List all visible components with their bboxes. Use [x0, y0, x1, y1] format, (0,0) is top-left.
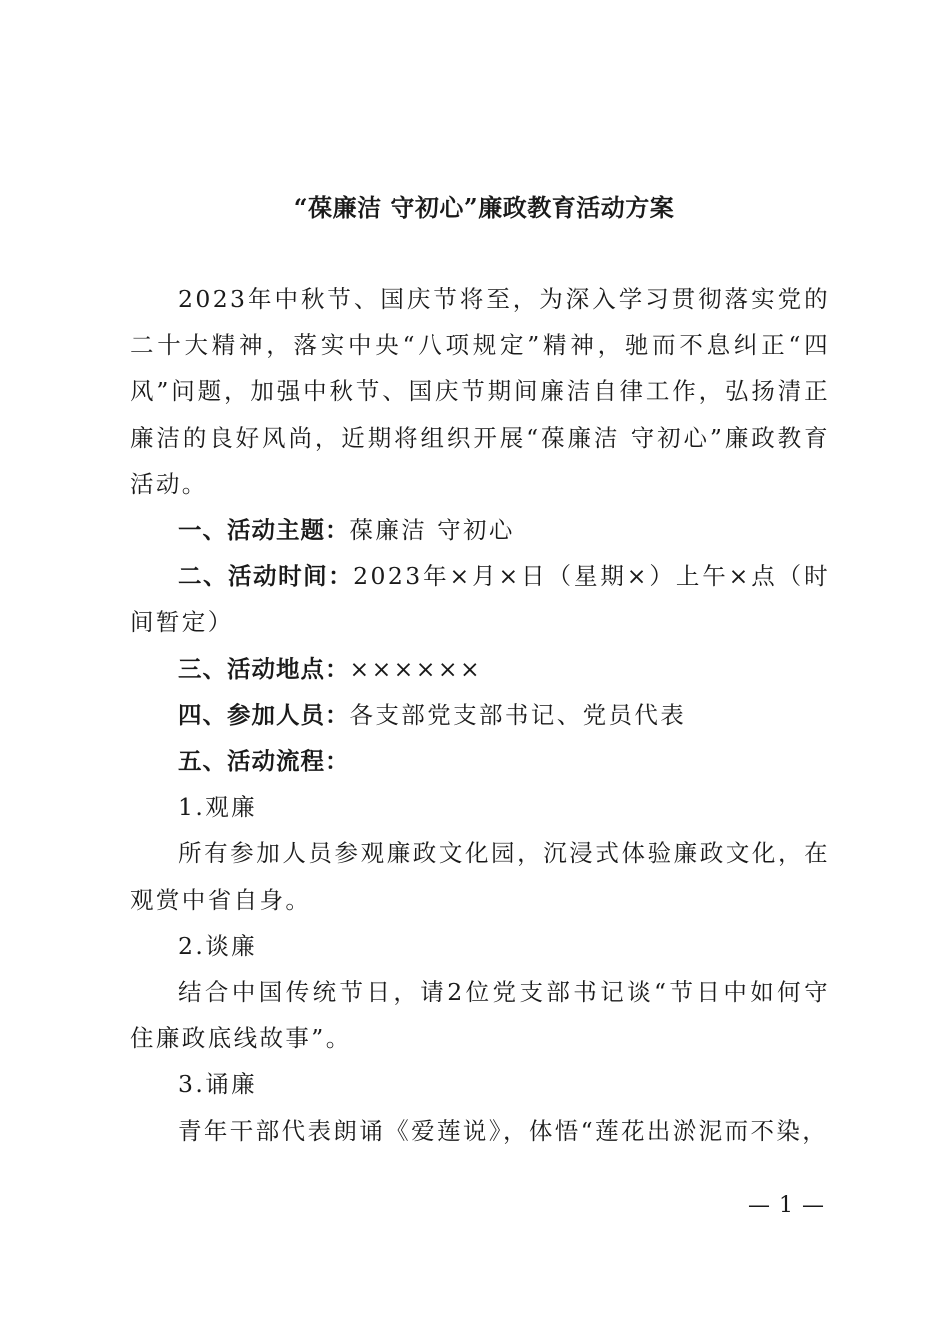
- step-text: 青年干部代表朗诵《爱莲说》，体悟“莲花出淤泥而不染，: [178, 1116, 829, 1145]
- step-label: 2.谈廉: [178, 931, 258, 960]
- section-theme: [130, 507, 830, 553]
- page-number: — 1 —: [748, 1193, 825, 1218]
- section-heading: 四、参加人员：: [178, 700, 350, 729]
- step-label: 1.观廉: [178, 793, 258, 822]
- section-heading: 一、活动主题：: [178, 516, 350, 545]
- section-heading: 五、活动流程：: [178, 747, 350, 776]
- section-process: [130, 738, 830, 784]
- step-label: 3.诵廉: [178, 1070, 258, 1099]
- section-heading: 三、活动地点：: [178, 654, 350, 683]
- section-heading: 二、活动时间：: [178, 562, 354, 591]
- step-text: 结合中国传统节日，请2位党支部书记谈“节日中如何守住廉政底线故事”。: [130, 978, 830, 1053]
- section-text: 各支部党支部书记、党员代表: [349, 700, 687, 729]
- section-text: 2023年×月×日（星期×）上午×点（时间暂定）: [130, 562, 831, 637]
- intro-paragraph: 2023年中秋节、国庆节将至，为深入学习贯彻落实党的二十大精神，落实中央“八项规定”精神，驰而不息纠正“四风”问题，加强中秋节、国庆节期间廉洁自律工作，弘扬清正廉洁的良好风尚，近期将组织开展“葆廉洁 守初心”廉政教育活动。: [130, 285, 830, 498]
- section-text: ××××××: [349, 654, 483, 683]
- document-body: [130, 276, 830, 1154]
- section-time: [130, 553, 830, 645]
- section-location: [130, 646, 830, 692]
- section-participants: [130, 692, 830, 738]
- step-text: 所有参加人员参观廉政文化园，沉浸式体验廉政文化，在观赏中省自身。: [130, 839, 830, 914]
- section-text: 葆廉洁 守初心: [349, 516, 515, 545]
- document-title: “葆廉洁 守初心”廉政教育活动方案: [293, 193, 675, 222]
